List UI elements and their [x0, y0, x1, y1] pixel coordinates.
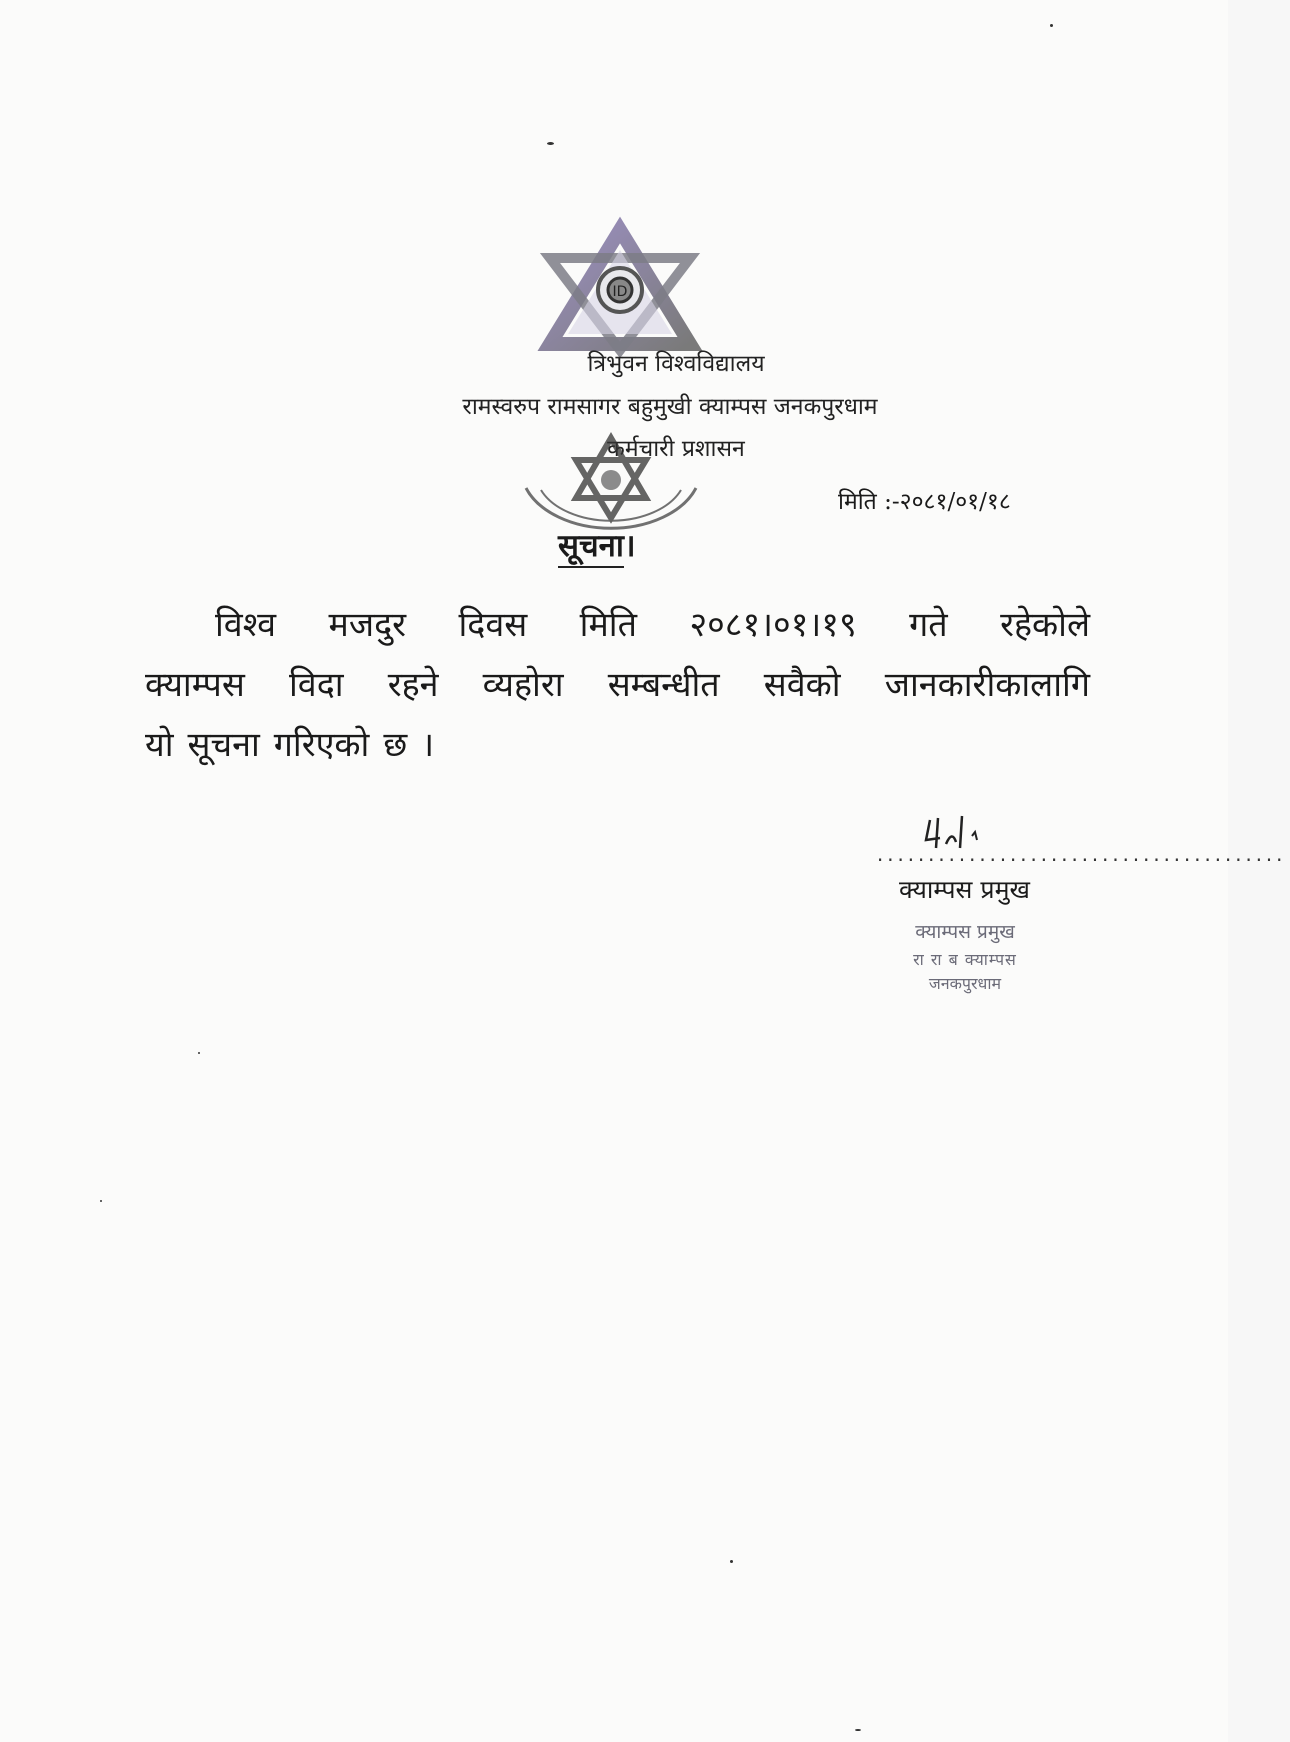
university-name: त्रिभुवन विश्वविद्यालय: [587, 351, 765, 377]
body-word: व्यहोरा: [482, 665, 564, 705]
body-word: सवैको: [763, 665, 841, 705]
body-word: मजदुर: [328, 605, 407, 645]
scan-speck: [855, 1729, 861, 1731]
notice-date: मिति :-२०८१/०१/१८: [838, 489, 1011, 515]
scan-speck: [730, 1560, 733, 1563]
seal-line-2: रा रा ब क्याम्पस: [913, 950, 1017, 969]
signature-line: ........................................: [875, 846, 1285, 866]
notice-title: [558, 524, 636, 566]
seal-line-3: जनकपुरधाम: [928, 974, 1002, 993]
signatory-title: क्याम्पस प्रमुख: [899, 875, 1030, 904]
body-word: २०८१।०१।१९: [689, 605, 857, 645]
body-word: छ: [383, 725, 408, 765]
svg-text:ID: ID: [612, 284, 628, 300]
body-word: ।: [421, 725, 435, 765]
body-word: सम्बन्धीत: [607, 665, 720, 705]
notice-body-line-2: [145, 660, 1090, 706]
body-word: क्याम्पस: [145, 665, 245, 705]
scan-speck: [198, 1052, 200, 1054]
scan-speck: [100, 1200, 102, 1202]
scan-speck: [547, 142, 554, 145]
body-word: यो: [145, 725, 174, 765]
body-word: मिति: [579, 605, 637, 645]
seal-line-1: क्याम्पस प्रमुख: [915, 921, 1015, 943]
notice-body-line-3: [145, 720, 1090, 766]
body-word: गरिएको: [273, 725, 370, 765]
notice-title-text: सूचना: [558, 528, 624, 568]
notice-body-line-1: [215, 600, 1090, 646]
body-word: दिवस: [458, 605, 528, 645]
body-word: गते: [909, 605, 948, 645]
university-logo-icon: [540, 226, 700, 354]
campus-chief-seal: [880, 918, 1050, 994]
notice-title-mark: ।: [623, 528, 636, 564]
scan-speck: [1050, 24, 1053, 27]
body-word: सूचना: [187, 725, 260, 765]
campus-name: रामस्वरुप रामसागर बहुमुखी क्याम्पस जनकपुरधाम: [462, 394, 878, 420]
body-word: विदा: [288, 665, 344, 705]
body-word: जानकारीकालागि: [884, 665, 1090, 705]
office-name: कर्मचारी प्रशासन: [607, 436, 745, 462]
body-word: रहने: [387, 665, 439, 705]
body-word: रहेकोले: [1000, 605, 1090, 645]
body-word: विश्व: [215, 605, 277, 645]
